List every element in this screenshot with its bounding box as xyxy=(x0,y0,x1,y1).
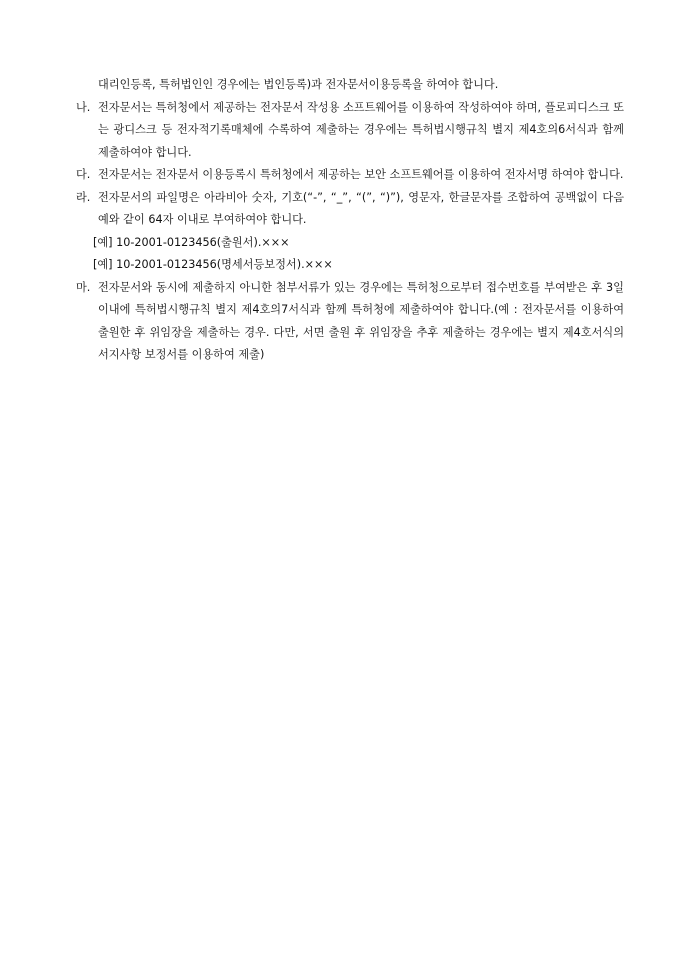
list-item-ra xyxy=(76,187,624,232)
list-marker: 다. xyxy=(76,168,91,181)
list-item-ma xyxy=(76,277,624,367)
list-marker: 나. xyxy=(76,100,91,114)
list-item-text: 전자문서와 동시에 제출하지 아니한 첨부서류가 있는 경우에는 특허청으로부터 접수번호를 부여받은 후 3일 이내에 특허법시행규칙 별지 제4호의7서식과 함께 특허청에 제출하여야 합니다.(예 : 전자문서를 이용하여 출원한 후 위임장을 제출하는 경우. 다만, 서면 출원 후 위임장을 추후 제출하는 경우에는 별지 제4호서식의 서지사항 보정서를 이용하여 제출) xyxy=(98,280,624,361)
list-item-text: 전자문서는 전자문서 이용등록시 특허청에서 제공하는 보안 소프트웨어를 이용하여 전자서명 하여야 합니다. xyxy=(98,168,624,181)
document-body xyxy=(76,74,624,367)
filename-example: [예] 10-2001-0123456(명세서등보정서).××× xyxy=(93,258,333,271)
list-item-text: 전자문서의 파일명은 아라비아 숫자, 기호(“-”, “_”, “(”, “)”), 영문자, 한글문자를 조합하여 공백없이 다음 예와 같이 64자 이내로 부여하여야 합니다. xyxy=(98,190,624,226)
list-marker: 라. xyxy=(76,190,91,204)
list-item-da xyxy=(76,164,624,187)
list-item-text: 전자문서는 특허청에서 제공하는 전자문서 작성용 소프트웨어를 이용하여 작성하여야 하며, 플로피디스크 또는 광디스크 등 전자적기록매체에 수록하여 제출하는 경우에는 특허법시행규칙 별지 제4호의6서식과 함께 제출하여야 합니다. xyxy=(98,100,624,159)
filename-example: [예] 10-2001-0123456(출원서).××× xyxy=(93,235,290,249)
list-item-na xyxy=(76,97,624,165)
continuation-paragraph: 대리인등록, 특허법인인 경우에는 법인등록)과 전자문서이용등록을 하여야 합니다. xyxy=(98,78,499,91)
list-marker: 마. xyxy=(76,280,91,294)
